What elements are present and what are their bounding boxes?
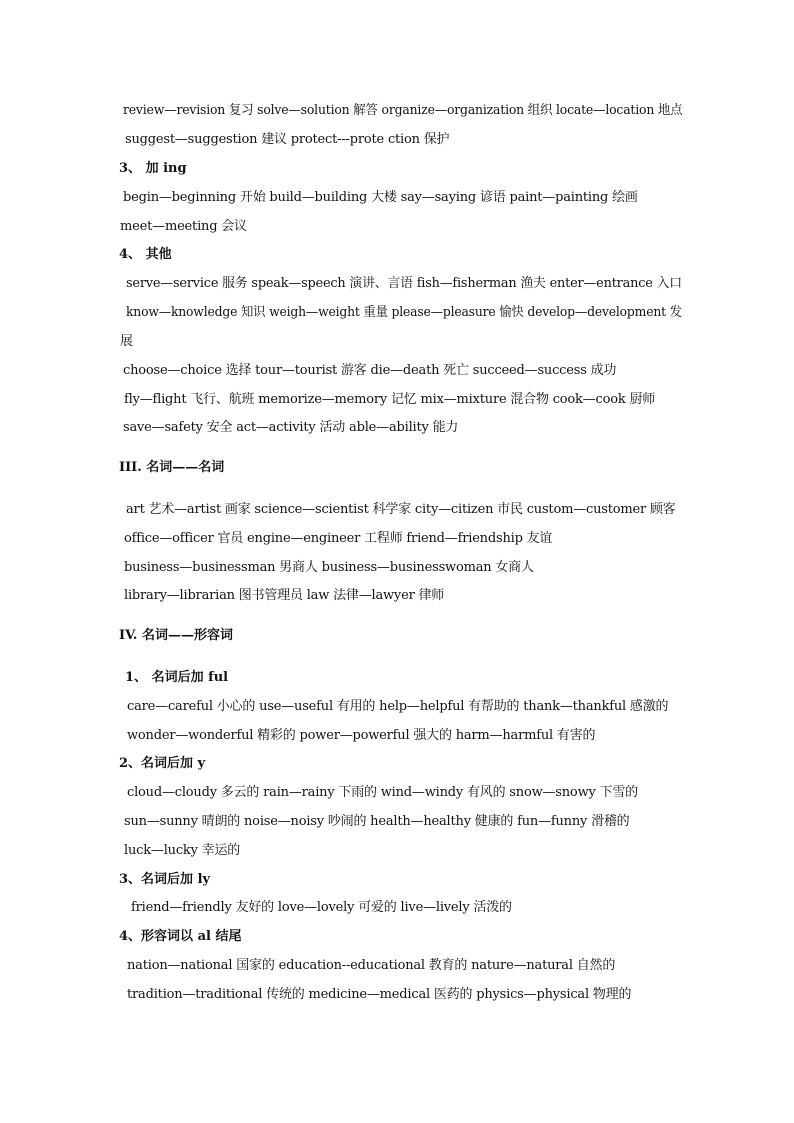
text-line: save—safety 安全 act—activity 活动 able—ability 能力 [123,420,459,435]
section-heading: 1、 名词后加 ful [125,670,229,685]
section-heading: 2、名词后加 y [119,756,206,771]
text-line: business—businessman 男商人 business—businesswoman 女商人 [124,560,534,575]
text-line: luck—lucky 幸运的 [124,843,241,858]
text-line: library—librarian 图书管理员 law 法律—lawyer 律师 [124,588,445,603]
section-heading: 3、名词后加 ly [119,872,211,887]
section-heading: III. 名词——名词 [119,460,225,475]
section-heading: IV. 名词——形容词 [119,628,233,643]
text-line: wonder—wonderful 精彩的 power—powerful 强大的 harm—harmful 有害的 [127,728,596,743]
text-line: begin—beginning 开始 build—building 大楼 say—saying 谚语 paint—painting 绘画 [123,190,638,205]
text-line: cloud—cloudy 多云的 rain—rainy 下雨的 wind—windy 有风的 snow—snowy 下雪的 [127,785,638,800]
text-line: review—revision 复习 solve—solution 解答 organize—organization 组织 locate—location 地点 [123,103,683,118]
text-line: suggest—suggestion 建议 protect---prote ction 保护 [125,132,450,147]
text-line: fly—flight 飞行、航班 memorize—memory 记忆 mix—mixture 混合物 cook—cook 厨师 [124,392,656,407]
text-line: choose—choice 选择 tour—tourist 游客 die—death 死亡 succeed—success 成功 [123,363,617,378]
text-line: friend—friendly 友好的 love—lovely 可爱的 live—lively 活泼的 [131,900,512,915]
text-line: 展 [120,334,133,349]
section-heading: 4、形容词以 al 结尾 [119,929,242,944]
text-line: office—officer 官员 engine—engineer 工程师 friend—friendship 友谊 [124,531,553,546]
text-line: meet—meeting 会议 [120,219,247,234]
text-line: care—careful 小心的 use—useful 有用的 help—helpful 有帮助的 thank—thankful 感激的 [127,699,669,714]
text-line: know—knowledge 知识 weigh—weight 重量 please—pleasure 愉快 develop—development 发 [126,305,682,320]
text-line: nation—national 国家的 education--educational 教育的 nature—natural 自然的 [127,958,616,973]
text-line: tradition—traditional 传统的 medicine—medical 医药的 physics—physical 物理的 [127,987,632,1002]
text-line: sun—sunny 晴朗的 noise—noisy 吵闹的 health—healthy 健康的 fun—funny 滑稽的 [124,814,630,829]
text-line: art 艺术—artist 画家 science—scientist 科学家 city—citizen 市民 custom—customer 顾客 [126,502,676,517]
section-heading: 4、 其他 [119,247,172,262]
section-heading: 3、 加 ing [119,161,187,176]
text-line: serve—service 服务 speak—speech 演讲、言语 fish—fisherman 渔夫 enter—entrance 入口 [126,276,682,291]
